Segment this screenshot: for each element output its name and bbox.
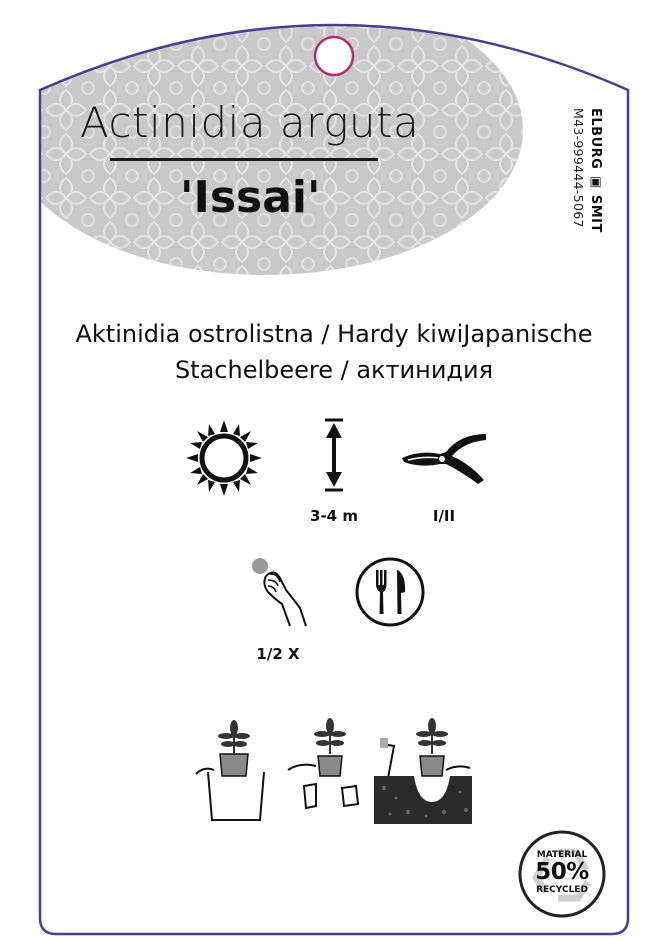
plant-title: Actinidia arguta xyxy=(80,98,420,147)
pruning-caption: I/II xyxy=(432,507,456,525)
height-caption: 3-4 m xyxy=(310,507,358,525)
badge-line-3: RECYCLED xyxy=(536,885,588,895)
fork-knife-icon xyxy=(354,556,426,628)
sun-icon xyxy=(186,420,262,496)
remove-pot-step-icon xyxy=(286,716,366,810)
cultivar-name: 'Issai' xyxy=(180,172,321,223)
hand-fertilizer-icon xyxy=(246,556,308,628)
fertilize-caption: 1/2 X xyxy=(256,645,300,663)
hang-hole-icon xyxy=(315,37,353,75)
product-code: M43-999444-5067 xyxy=(571,108,586,228)
badge-line-2: 50% xyxy=(535,859,589,885)
brand-name: ELBURG ▣ SMIT xyxy=(588,108,603,233)
badge-line-1: MATERIAL xyxy=(536,850,588,860)
common-names-line-1: Aktinidia ostrolistna / Hardy kiwiJapanische xyxy=(75,320,593,348)
recycled-badge xyxy=(518,830,606,918)
pot-watering-step-icon xyxy=(190,716,272,824)
common-names xyxy=(40,316,628,388)
height-arrow-icon xyxy=(322,418,346,492)
common-names-line-2: Stachelbeere / актинидия xyxy=(174,356,494,384)
pruning-shears-icon xyxy=(400,428,488,486)
plant-in-ground-step-icon xyxy=(374,716,472,824)
brand-block xyxy=(571,108,628,258)
title-divider xyxy=(110,158,378,161)
